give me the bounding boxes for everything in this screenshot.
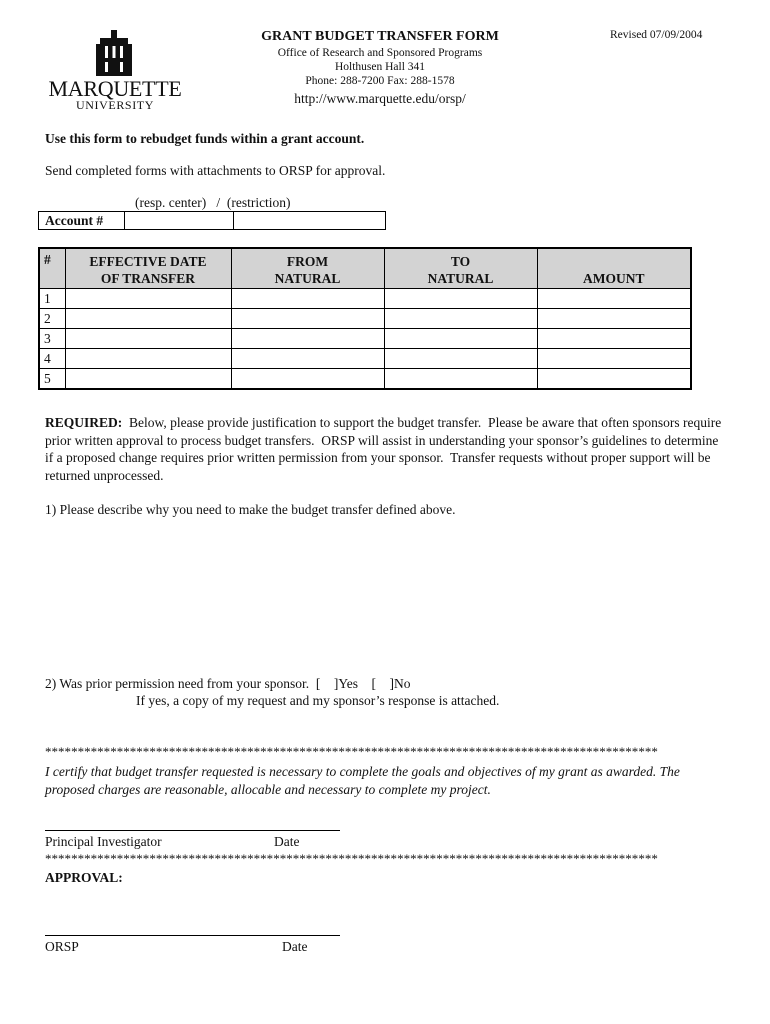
transfer-table [38, 247, 692, 390]
col-from-natural-header: FROM NATURAL [231, 248, 384, 289]
resp-center-field[interactable] [125, 212, 234, 229]
from-natural-cell[interactable] [231, 309, 384, 329]
effective-date-cell[interactable] [65, 349, 231, 369]
required-text: Below, please provide justification to support the budget transfer. Please be aware that often sponsors require prior written approval to process budget transfers. ORSP will assist in understanding your sponsor’s guidelines to determine if a proposed change requires prior written permission from your sponsor. Transfer requests without proper support will be returned unprocessed. [45, 415, 725, 483]
orsp-label: ORSP [45, 939, 79, 954]
effective-date-cell[interactable] [65, 289, 231, 309]
col-number-header: # [39, 248, 65, 289]
revision-date: Revised 07/09/2004 [610, 29, 703, 41]
amount-cell[interactable] [537, 289, 691, 309]
certification-text: I certify that budget transfer requested is necessary to complete the goals and objectives of my grant as awarded. The proposed charges are reasonable, allocable and necessary to complete my project. [45, 764, 680, 797]
separator-stars-1: ********************************************************************************************** [45, 744, 658, 759]
from-natural-cell[interactable] [231, 369, 384, 390]
amount-cell[interactable] [537, 349, 691, 369]
table-row [39, 309, 691, 329]
required-paragraph [45, 414, 725, 484]
yes-checkbox[interactable] [348, 676, 374, 692]
table-row [39, 289, 691, 309]
marquette-logo [44, 26, 186, 114]
account-field-labels: (resp. center) / (restriction) [135, 195, 291, 210]
amount-cell[interactable] [537, 329, 691, 349]
office-name: Office of Research and Sponsored Programs [277, 47, 483, 59]
logo-wordmark: MARQUETTE [48, 76, 182, 101]
effective-date-cell[interactable] [65, 309, 231, 329]
pi-label: Principal Investigator [45, 834, 162, 849]
table-row [39, 369, 691, 390]
required-label: REQUIRED: [45, 415, 123, 430]
office-address: Holthusen Hall 341 [334, 61, 426, 73]
to-natural-cell[interactable] [384, 369, 537, 390]
to-natural-cell[interactable] [384, 289, 537, 309]
orsp-signature-line[interactable] [45, 935, 340, 936]
amount-cell[interactable] [537, 309, 691, 329]
intro-line-2: Send completed forms with attachments to ORSP for approval. [45, 163, 386, 178]
orsp-date-label: Date [282, 939, 308, 954]
to-natural-cell[interactable] [384, 329, 537, 349]
effective-date-cell[interactable] [65, 369, 231, 390]
row-number: 4 [39, 349, 65, 369]
from-natural-cell[interactable] [231, 329, 384, 349]
form-title: GRANT BUDGET TRANSFER FORM [261, 29, 499, 44]
office-phone: Phone: 288-7200 Fax: 288-1578 [305, 75, 455, 87]
logo-subtitle: UNIVERSITY [76, 98, 154, 112]
office-url[interactable]: http://www.marquette.edu/orsp/ [294, 91, 466, 106]
col-effective-date-header: EFFECTIVE DATE OF TRANSFER [65, 248, 231, 289]
to-natural-cell[interactable] [384, 349, 537, 369]
table-row [39, 329, 691, 349]
pi-signature-line[interactable] [45, 830, 340, 831]
effective-date-cell[interactable] [65, 329, 231, 349]
row-number: 5 [39, 369, 65, 390]
col-amount-header: AMOUNT [537, 248, 691, 289]
row-number: 3 [39, 329, 65, 349]
amount-cell[interactable] [537, 369, 691, 390]
tower-icon [94, 30, 134, 76]
separator-stars-2: ********************************************************************************************** [45, 851, 658, 866]
row-number: 1 [39, 289, 65, 309]
question-1: 1) Please describe why you need to make the budget transfer defined above. [45, 502, 456, 517]
no-checkbox[interactable] [414, 676, 440, 692]
from-natural-cell[interactable] [231, 349, 384, 369]
from-natural-cell[interactable] [231, 289, 384, 309]
pi-date-label: Date [274, 834, 300, 849]
intro-line-1: Use this form to rebudget funds within a grant account. [45, 131, 365, 146]
account-label: Account # [39, 212, 125, 229]
to-natural-cell[interactable] [384, 309, 537, 329]
account-box [38, 211, 386, 230]
question-2-followup: If yes, a copy of my request and my sponsor’s response is attached. [136, 693, 500, 708]
row-number: 2 [39, 309, 65, 329]
approval-label: APPROVAL: [45, 870, 123, 885]
restriction-field[interactable] [234, 212, 385, 229]
question-2: 2) Was prior permission need from your sponsor. [ ]Yes [ ]No [45, 676, 411, 691]
col-to-natural-header: TO NATURAL [384, 248, 537, 289]
table-header-row [39, 248, 691, 289]
justification-area[interactable] [45, 522, 725, 672]
table-row [39, 349, 691, 369]
